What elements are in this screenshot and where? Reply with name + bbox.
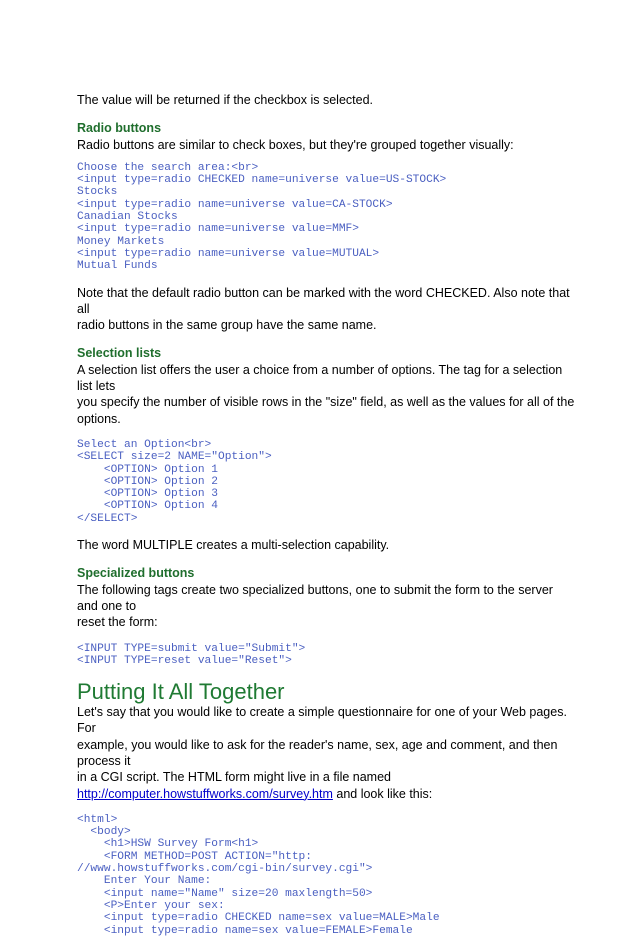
code-line: <input type=radio name=sex value=FEMALE>Female: [77, 924, 413, 937]
together-desc-line: Let's say that you would like to create a simple questionnaire for one of your Web pages. For: [77, 705, 567, 736]
together-desc-tail: and look like this:: [332, 786, 433, 801]
code-line: <INPUT TYPE=reset value="Reset">: [77, 654, 292, 667]
code-line: <body>: [77, 826, 131, 839]
code-line: Canadian Stocks: [77, 211, 178, 224]
code-line: <input type=radio CHECKED name=sex value=MALE>Male: [77, 912, 440, 925]
survey-code-block: [77, 814, 577, 937]
code-line: <input type=radio name=universe value=MMF>: [77, 223, 359, 236]
specialized-desc-line: The following tags create two specialized buttons, one to submit the form to the server and one to: [77, 582, 553, 613]
selection-desc-line: A selection list offers the user a choice from a number of options. The tag for a selection list lets: [77, 362, 563, 394]
radio-code-block: [77, 162, 577, 273]
code-line: <SELECT size=2 NAME="Option">: [77, 451, 272, 464]
putting-it-together-heading: Putting It All Together: [77, 679, 285, 705]
code-line: <FORM METHOD=POST ACTION="http:: [77, 850, 312, 863]
radio-buttons-desc: Radio buttons are similar to check boxes, but they're grouped together visually:: [77, 137, 514, 152]
together-desc-line: example, you would like to ask for the reader's name, sex, age and comment, and then process it: [77, 737, 558, 768]
radio-buttons-heading: Radio buttons: [77, 121, 162, 136]
selection-lists-heading: Selection lists: [77, 346, 162, 361]
page-content: [77, 92, 577, 937]
code-line: <h1>HSW Survey Form<h1>: [77, 838, 259, 851]
code-line: <P>Enter your sex:: [77, 899, 225, 912]
code-line: <OPTION> Option 2: [77, 475, 218, 488]
code-line: Select an Option<br>: [77, 438, 212, 451]
code-line: <OPTION> Option 4: [77, 500, 218, 513]
code-line: <html>: [77, 813, 118, 826]
checkbox-note: The value will be returned if the checkbox is selected.: [77, 93, 373, 107]
together-desc-line: in a CGI script. The HTML form might live in a file named: [77, 770, 391, 785]
code-line: Enter Your Name:: [77, 875, 212, 888]
radio-note-line: Note that the default radio button can be marked with the word CHECKED. Also note that all: [77, 285, 570, 316]
selection-code-block: [77, 439, 577, 525]
code-line: <input type=radio name=universe value=MUTUAL>: [77, 247, 380, 260]
code-line: <input type=radio name=universe value=CA-STOCK>: [77, 198, 393, 211]
code-line: Stocks: [77, 186, 118, 199]
code-line: Money Markets: [77, 235, 165, 248]
code-line: </SELECT>: [77, 512, 138, 525]
specialized-desc-line: reset the form:: [77, 615, 158, 630]
specialized-code-block: [77, 643, 577, 668]
radio-note-line: radio buttons in the same group have the same name.: [77, 318, 377, 333]
selection-desc-line: options.: [77, 411, 121, 426]
code-line: <OPTION> Option 3: [77, 488, 218, 501]
code-line: <input name="Name" size=20 maxlength=50>: [77, 887, 373, 900]
selection-desc-line: you specify the number of visible rows in the "size" field, as well as the values for all of the: [77, 395, 575, 410]
code-line: <OPTION> Option 1: [77, 463, 218, 476]
code-line: <input type=radio CHECKED name=universe value=US-STOCK>: [77, 174, 447, 187]
survey-link[interactable]: http://computer.howstuffworks.com/survey.htm: [77, 786, 333, 801]
multiple-note: The word MULTIPLE creates a multi-selection capability.: [77, 538, 390, 553]
specialized-buttons-heading: Specialized buttons: [77, 566, 195, 581]
code-line: //www.howstuffworks.com/cgi-bin/survey.cgi">: [77, 863, 373, 876]
code-line: Mutual Funds: [77, 260, 158, 273]
code-line: <INPUT TYPE=submit value="Submit">: [77, 642, 306, 655]
code-line: Choose the search area:<br>: [77, 161, 259, 174]
together-desc-line: [77, 786, 577, 802]
